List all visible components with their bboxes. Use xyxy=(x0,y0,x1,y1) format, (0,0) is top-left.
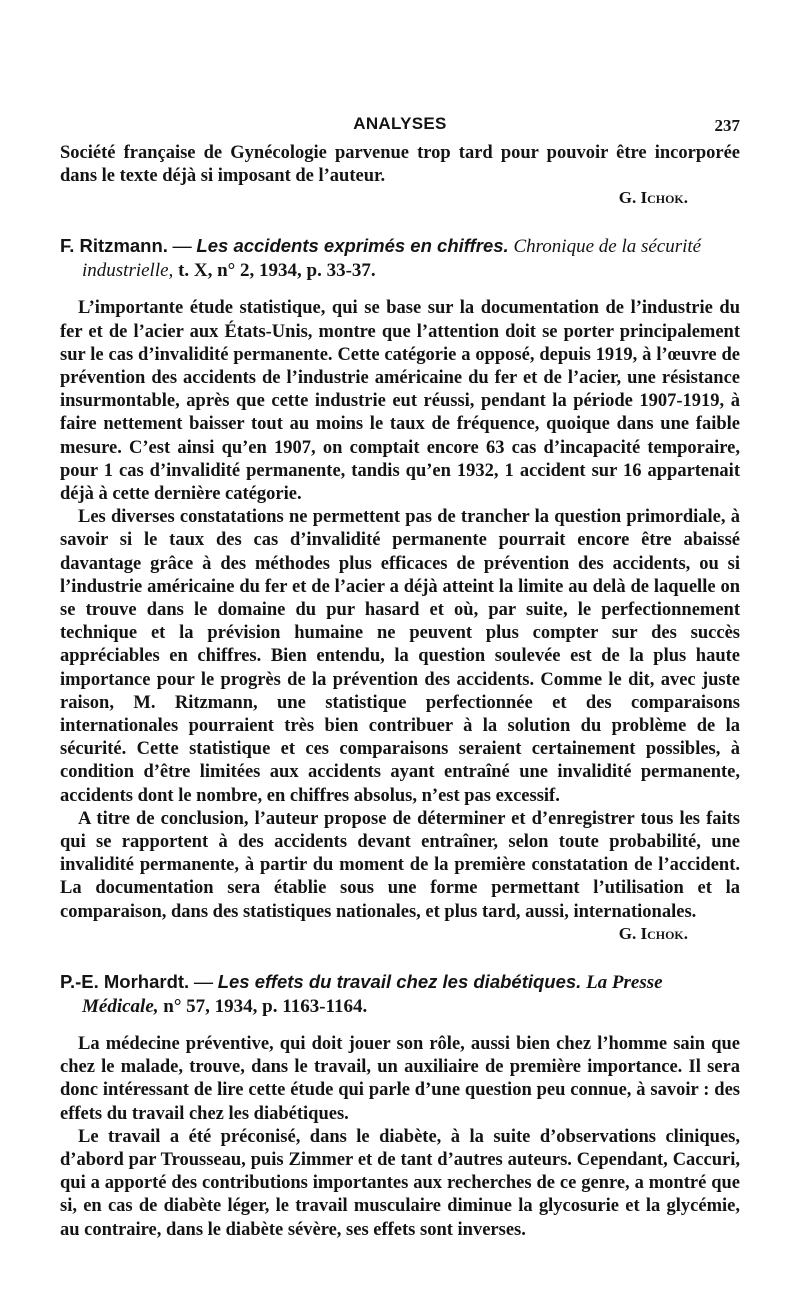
review2-heading xyxy=(60,970,740,1019)
review1-signature: G. Ichok. xyxy=(618,923,688,943)
review1-journal: Chronique de la sécurité industrielle, xyxy=(82,236,702,282)
review2-citation: n° 57, 1934, p. 1163-1164. xyxy=(158,995,368,1017)
review1-paragraph-1: L’importante étude statistique, qui se base sur la documentation de l’industrie du fer et de l’acier aux États-Unis, montre que l’attention doit se porter principalement sur le cas d’invalidité permanente. Cette catégorie a opposé, depuis 1919, à l’œuvre de prévention des accidents de l’industrie américaine du fer et de l’acier, une résistance insurmontable, après que cette industrie eut réussi, pendant la période 1907-1919, à faire nettement baisser tout au moins le taux de fréquence, quoique dans une faible mesure. C’est ainsi qu’en 1907, on comptait encore 63 cas d’incapacité temporaire, pour 1 cas d’invalidité permanente, tandis qu’en 1932, 1 accident sur 16 appartenait déjà à cette dernière catégorie. xyxy=(60,298,740,505)
review2-paragraph-1: La médecine préventive, qui doit jouer son rôle, aussi bien chez l’homme sain que chez le malade, trouve, dans le travail, un auxiliaire de première importance. Il sera donc intéressant de lire cette étude qui parle d’une question peu connue, à savoir : des effets du travail chez les diabétiques. xyxy=(60,1033,740,1124)
page xyxy=(60,108,740,1242)
review2-title: Les effets du travail chez les diabétiques. xyxy=(217,970,582,992)
review1-paragraph-3: A titre de conclusion, l’auteur propose de déterminer et d’enregistrer tous les faits qui se rapportent à des accidents devant entraîner, selon toute probabilité, une invalidité permanente, à partir du moment de la première constatation de l’accident. La documentation sera établie sous une forme permettant l’utilisation et la comparaison, dans des statistiques nationales, et plus tard, aussi, internationales. xyxy=(60,808,740,922)
intro-paragraph xyxy=(60,142,740,188)
review1-author: F. Ritzmann. xyxy=(60,235,168,257)
intro-signature-line xyxy=(60,188,740,208)
page-number: 237 xyxy=(714,116,740,135)
review2-paragraph-2: Le travail a été préconisé, dans le diabète, à la suite d’observations cliniques, d’abord par Trousseau, puis Zimmer et de tant d’autres auteurs. Cependant, Caccuri, qui a apporté des contributions importantes aux recherches de ce genre, a montré que si, en cas de diabète léger, le travail musculaire diminue la glycosurie et la glycémie, au contraire, dans le diabète sévère, ses effets sont inverses. xyxy=(60,1126,740,1240)
review2-author: P.-E. Morhardt. xyxy=(60,970,190,992)
intro-text: Société française de Gynécologie parvenue trop tard pour pouvoir être incorporée dans le texte déjà si imposant de l’auteur. xyxy=(60,143,740,187)
review1-signature-line xyxy=(60,924,740,944)
review1-paragraph-2: Les diverses constatations ne permettent pas de trancher la question primordiale, à savoir si le taux des cas d’invalidité permanente pourrait encore être abaissé davantage grâce à des méthodes plus efficaces de prévention des accidents, ou si l’industrie américaine du fer et de l’acier a déjà atteint la limite au delà de laquelle on se trouve dans le domaine du pur hasard et où, par suite, le perfectionnement technique et la prévision humaine ne peuvent plus compter sur des succès appréciables en chiffres. Bien entendu, la question soulevée est de la plus haute importance pour le progrès de la prévention des accidents. Comme le dit, avec juste raison, M. Ritzmann, une statistique perfectionnée et des comparaisons internationales pourraient très bien contribuer à la solution du problème de la sécurité. Cette statistique et ces comparaisons seraient certainement possibles, à condition d’être limitées aux accidents ayant entraîné une invalidité permanente, accidents dont le nombre, en chiffres absolus, n’est pas excessif. xyxy=(60,507,740,806)
review1-citation: t. X, n° 2, 1934, p. 33-37. xyxy=(173,260,376,282)
review1-dash: — xyxy=(167,236,197,258)
running-head xyxy=(60,108,740,142)
review2-dash: — xyxy=(189,971,218,993)
intro-signature: G. Ichok. xyxy=(618,188,688,208)
review1-heading xyxy=(60,234,740,283)
review1-title: Les accidents exprimés en chiffres. xyxy=(196,235,509,257)
running-title: ANALYSES xyxy=(353,114,447,133)
review2-journal: La Presse Médicale, xyxy=(82,971,663,1017)
